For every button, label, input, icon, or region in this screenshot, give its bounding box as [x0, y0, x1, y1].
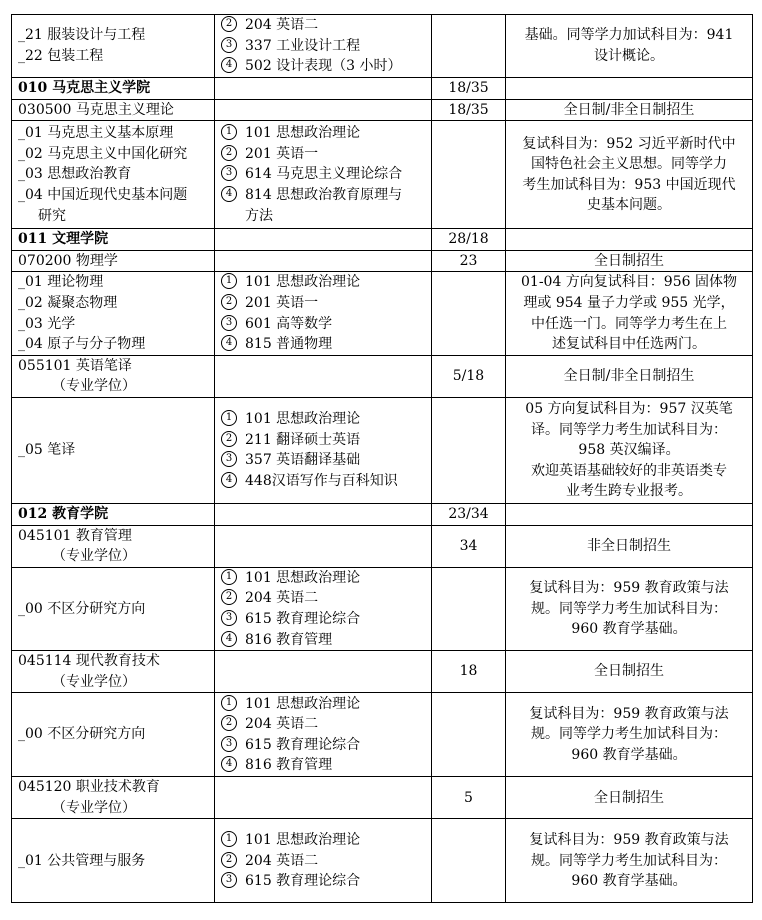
enrollment-count-cell — [432, 272, 506, 355]
enrollment-count-cell: 5/18 — [432, 355, 506, 397]
catalog-page — [11, 14, 753, 903]
exam-subject — [221, 123, 425, 144]
exam-subject — [221, 871, 425, 892]
major-code-name: 045114 现代教育技术 — [18, 653, 160, 670]
research-directions-cell — [12, 693, 215, 777]
circled-number-icon: 2 — [221, 145, 237, 161]
research-direction: _21 服装设计与工程 — [18, 27, 146, 44]
remark-line: 史基本问题。 — [587, 197, 671, 214]
remark-line: 规。同等学力考生加试科目为： — [531, 600, 727, 617]
exam-subject — [221, 714, 425, 735]
major-row — [12, 651, 753, 693]
remark-line: 复试科目为：959 教育政策与法 — [529, 705, 729, 722]
remarks-cell — [506, 693, 753, 777]
research-direction: _04 原子与分子物理 — [18, 336, 146, 353]
degree-type-label: （专业学位） — [52, 378, 136, 395]
circled-number-icon: 2 — [221, 16, 237, 32]
circled-number-icon: 3 — [221, 315, 237, 331]
enrollment-count-cell: 5 — [432, 777, 506, 819]
major-code-name: 070200 物理学 — [18, 252, 118, 269]
enrollment-catalog-table — [11, 14, 753, 903]
circled-number-icon: 1 — [221, 410, 237, 426]
enrollment-count-cell: 18/35 — [432, 78, 506, 100]
empty-cell — [506, 503, 753, 525]
major-row — [12, 99, 753, 121]
remark-line: 960 教育学基础。 — [571, 747, 687, 764]
major-row — [12, 525, 753, 567]
empty-cell — [215, 355, 432, 397]
enrollment-count-cell: 34 — [432, 525, 506, 567]
detail-row — [12, 272, 753, 355]
remark-line: 国特色社会主义思想。同等学力 — [531, 156, 727, 173]
research-direction: _02 凝聚态物理 — [18, 294, 118, 311]
exam-subject — [221, 56, 425, 77]
exam-subject-text: 101 思想政治理论 — [245, 411, 361, 428]
empty-cell — [215, 651, 432, 693]
exam-subject — [221, 588, 425, 609]
exam-subject — [221, 568, 425, 589]
empty-cell — [215, 525, 432, 567]
remarks-cell — [506, 567, 753, 650]
research-direction: _03 光学 — [18, 315, 76, 332]
exam-subject — [221, 694, 425, 715]
empty-cell — [215, 99, 432, 121]
enrollment-count-cell — [432, 693, 506, 777]
exam-subject — [221, 735, 425, 756]
major-name-cell — [12, 250, 215, 272]
degree-type-label: （专业学位） — [52, 548, 136, 565]
research-direction: _01 马克思主义基本原理 — [18, 125, 174, 142]
catalog-table-body — [12, 15, 753, 903]
research-direction: _05 笔译 — [18, 442, 76, 459]
department-name-cell: 010 马克思主义学院 — [12, 78, 215, 100]
research-directions-cell — [12, 819, 215, 903]
exam-subject-text: 204 英语二 — [245, 17, 319, 34]
exam-subjects-cell — [215, 567, 432, 650]
exam-subject — [221, 409, 425, 430]
detail-row — [12, 397, 753, 503]
exam-subject — [221, 15, 425, 36]
major-code-name: 045120 职业技术教育 — [18, 779, 160, 796]
circled-number-icon: 2 — [221, 294, 237, 310]
major-name-cell — [12, 355, 215, 397]
remarks-cell — [506, 819, 753, 903]
circled-number-icon: 3 — [221, 610, 237, 626]
enrollment-count-cell — [432, 567, 506, 650]
exam-subject-text: 615 教育理论综合 — [245, 610, 361, 627]
enrollment-count-cell — [432, 397, 506, 503]
circled-number-icon: 3 — [221, 451, 237, 467]
exam-subject-text: 815 普通物理 — [245, 336, 333, 353]
remarks-cell — [506, 15, 753, 78]
circled-number-icon: 3 — [221, 37, 237, 53]
major-row — [12, 250, 753, 272]
dept-row — [12, 78, 753, 100]
research-direction: 研究 — [38, 207, 66, 224]
exam-subject — [221, 272, 425, 293]
remark-line: 规。同等学力考生加试科目为： — [531, 726, 727, 743]
remark-line: 欢迎英语基础较好的非英语类专 — [531, 462, 727, 479]
study-mode-cell: 全日制招生 — [506, 651, 753, 693]
exam-subjects-cell — [215, 121, 432, 229]
circled-number-icon: 4 — [221, 756, 237, 772]
exam-subject-text: 101 思想政治理论 — [245, 274, 361, 291]
remark-line: 960 教育学基础。 — [571, 621, 687, 638]
major-name-cell — [12, 525, 215, 567]
detail-row — [12, 819, 753, 903]
circled-number-icon: 2 — [221, 852, 237, 868]
enrollment-count-cell — [432, 819, 506, 903]
exam-subjects-cell — [215, 397, 432, 503]
exam-subject — [221, 36, 425, 57]
exam-subject-text: 502 设计表现（3 小时） — [245, 58, 402, 75]
exam-subject-text: 204 英语二 — [245, 852, 319, 869]
exam-subject-text: 615 教育理论综合 — [245, 736, 361, 753]
exam-subject-text: 201 英语一 — [245, 145, 319, 162]
research-direction: _01 公共管理与服务 — [18, 852, 146, 869]
empty-cell — [506, 229, 753, 251]
exam-subject-text: 211 翻译硕士英语 — [245, 431, 361, 448]
research-directions-cell — [12, 15, 215, 78]
major-row — [12, 777, 753, 819]
exam-subject-text: 101 思想政治理论 — [245, 832, 361, 849]
study-mode-cell: 全日制/非全日制招生 — [506, 99, 753, 121]
research-direction: _04 中国近现代史基本问题 — [18, 186, 188, 203]
research-direction: _22 包装工程 — [18, 48, 104, 64]
remarks-cell — [506, 272, 753, 355]
remark-line: 述复试科目中任选两门。 — [552, 336, 706, 353]
exam-subject-text: 337 工业设计工程 — [245, 37, 361, 54]
enrollment-count-cell: 18/35 — [432, 99, 506, 121]
exam-subject — [221, 430, 425, 451]
exam-subject-text: 方法 — [245, 207, 273, 224]
department-name-cell: 011 文理学院 — [12, 229, 215, 251]
remark-line: 基础。同等学力加试科目为：941 — [524, 27, 734, 44]
research-direction: _00 不区分研究方向 — [18, 726, 146, 743]
exam-subject — [221, 630, 425, 651]
enrollment-count-cell: 23 — [432, 250, 506, 272]
remark-line: 理或 954 量子力学或 955 光学， — [523, 294, 735, 311]
exam-subject — [221, 334, 425, 355]
enrollment-count-cell — [432, 15, 506, 78]
circled-number-icon: 1 — [221, 273, 237, 289]
enrollment-count-cell: 28/18 — [432, 229, 506, 251]
study-mode-cell: 全日制/非全日制招生 — [506, 355, 753, 397]
exam-subject-text: 614 马克思主义理论综合 — [245, 166, 403, 183]
empty-cell — [215, 229, 432, 251]
circled-number-icon: 2 — [221, 431, 237, 447]
research-directions-cell — [12, 272, 215, 355]
remarks-cell — [506, 121, 753, 229]
enrollment-count-cell: 23/34 — [432, 503, 506, 525]
circled-number-icon: 3 — [221, 736, 237, 752]
remark-line: 复试科目为：952 习近平新时代中 — [522, 135, 736, 152]
remark-line: 译。同等学力考生加试科目为： — [531, 421, 727, 438]
degree-type-label: （专业学位） — [52, 673, 136, 690]
remark-line: 05 方向复试科目为：957 汉英笔 — [525, 400, 733, 417]
major-name-cell — [12, 777, 215, 819]
remark-line: 考生加试科目为：953 中国近现代 — [522, 176, 736, 193]
empty-cell — [215, 78, 432, 100]
major-code-name: 045101 教育管理 — [18, 527, 132, 544]
remark-line: 中任选一门。同等学力考生在上 — [531, 315, 727, 332]
empty-cell — [215, 250, 432, 272]
detail-row — [12, 693, 753, 777]
dept-row — [12, 503, 753, 525]
study-mode-cell: 非全日制招生 — [506, 525, 753, 567]
exam-subject-text: 101 思想政治理论 — [245, 125, 361, 142]
exam-subject-text: 204 英语二 — [245, 590, 319, 607]
research-direction: _00 不区分研究方向 — [18, 600, 146, 617]
research-directions-cell — [12, 567, 215, 650]
remark-line: 复试科目为：959 教育政策与法 — [529, 832, 729, 849]
circled-number-icon: 4 — [221, 186, 237, 202]
detail-row — [12, 15, 753, 78]
exam-subject-text: 816 教育管理 — [245, 631, 333, 648]
major-name-cell — [12, 651, 215, 693]
remark-line: 960 教育学基础。 — [571, 873, 687, 890]
study-mode-cell: 全日制招生 — [506, 777, 753, 819]
exam-subject — [221, 164, 425, 185]
exam-subject-text: 601 高等数学 — [245, 315, 333, 332]
research-direction: _01 理论物理 — [18, 274, 104, 291]
exam-subject-text: 448汉语写作与百科知识 — [245, 473, 398, 490]
major-row — [12, 355, 753, 397]
circled-number-icon: 4 — [221, 631, 237, 647]
exam-subject — [221, 450, 425, 471]
detail-row — [12, 567, 753, 650]
study-mode-cell: 全日制招生 — [506, 250, 753, 272]
circled-number-icon: 1 — [221, 124, 237, 140]
exam-subjects-cell — [215, 272, 432, 355]
exam-subject — [221, 185, 425, 206]
exam-subject — [221, 830, 425, 851]
exam-subject — [221, 293, 425, 314]
remark-line: 958 英汉编译。 — [578, 442, 680, 459]
exam-subjects-cell — [215, 693, 432, 777]
circled-number-icon: 1 — [221, 695, 237, 711]
remark-line: 业考生跨专业报考。 — [566, 483, 692, 500]
exam-subject-text: 201 英语一 — [245, 294, 319, 311]
exam-subject — [221, 314, 425, 335]
circled-number-icon: 3 — [221, 165, 237, 181]
exam-subject — [221, 755, 425, 776]
circled-number-icon: 2 — [221, 715, 237, 731]
empty-cell — [215, 777, 432, 819]
remark-line: 设计概论。 — [594, 48, 664, 64]
remark-line: 01-04 方向复试科目：956 固体物 — [521, 274, 737, 291]
exam-subject-text: 816 教育管理 — [245, 757, 333, 774]
exam-subject — [221, 144, 425, 165]
circled-number-icon: 2 — [221, 589, 237, 605]
exam-subject-text: 204 英语二 — [245, 716, 319, 733]
empty-cell — [506, 78, 753, 100]
exam-subject-text: 101 思想政治理论 — [245, 695, 361, 712]
enrollment-count-cell: 18 — [432, 651, 506, 693]
major-name-cell — [12, 99, 215, 121]
exam-subject — [221, 851, 425, 872]
enrollment-count-cell — [432, 121, 506, 229]
detail-row — [12, 121, 753, 229]
circled-number-icon: 1 — [221, 831, 237, 847]
exam-subjects-cell — [215, 819, 432, 903]
major-code-name: 030500 马克思主义理论 — [18, 101, 174, 118]
dept-row — [12, 229, 753, 251]
exam-subject-text: 357 英语翻译基础 — [245, 452, 361, 469]
exam-subject-text: 814 思想政治教育原理与 — [245, 186, 403, 203]
circled-number-icon: 4 — [221, 335, 237, 351]
exam-subject-text: 615 教育理论综合 — [245, 873, 361, 890]
major-code-name: 055101 英语笔译 — [18, 357, 132, 374]
research-direction: _02 马克思主义中国化研究 — [18, 145, 188, 162]
exam-subject — [221, 609, 425, 630]
circled-number-icon: 3 — [221, 872, 237, 888]
department-name-cell: 012 教育学院 — [12, 503, 215, 525]
remarks-cell — [506, 397, 753, 503]
research-directions-cell — [12, 397, 215, 503]
exam-subject — [221, 471, 425, 492]
remark-line: 规。同等学力考生加试科目为： — [531, 852, 727, 869]
circled-number-icon: 4 — [221, 472, 237, 488]
remark-line: 复试科目为：959 教育政策与法 — [529, 580, 729, 597]
research-direction: _03 思想政治教育 — [18, 166, 132, 183]
degree-type-label: （专业学位） — [52, 799, 136, 816]
research-directions-cell — [12, 121, 215, 229]
circled-number-icon: 1 — [221, 569, 237, 585]
empty-cell — [215, 503, 432, 525]
exam-subject-text: 101 思想政治理论 — [245, 569, 361, 586]
exam-subjects-cell — [215, 15, 432, 78]
circled-number-icon: 4 — [221, 57, 237, 73]
